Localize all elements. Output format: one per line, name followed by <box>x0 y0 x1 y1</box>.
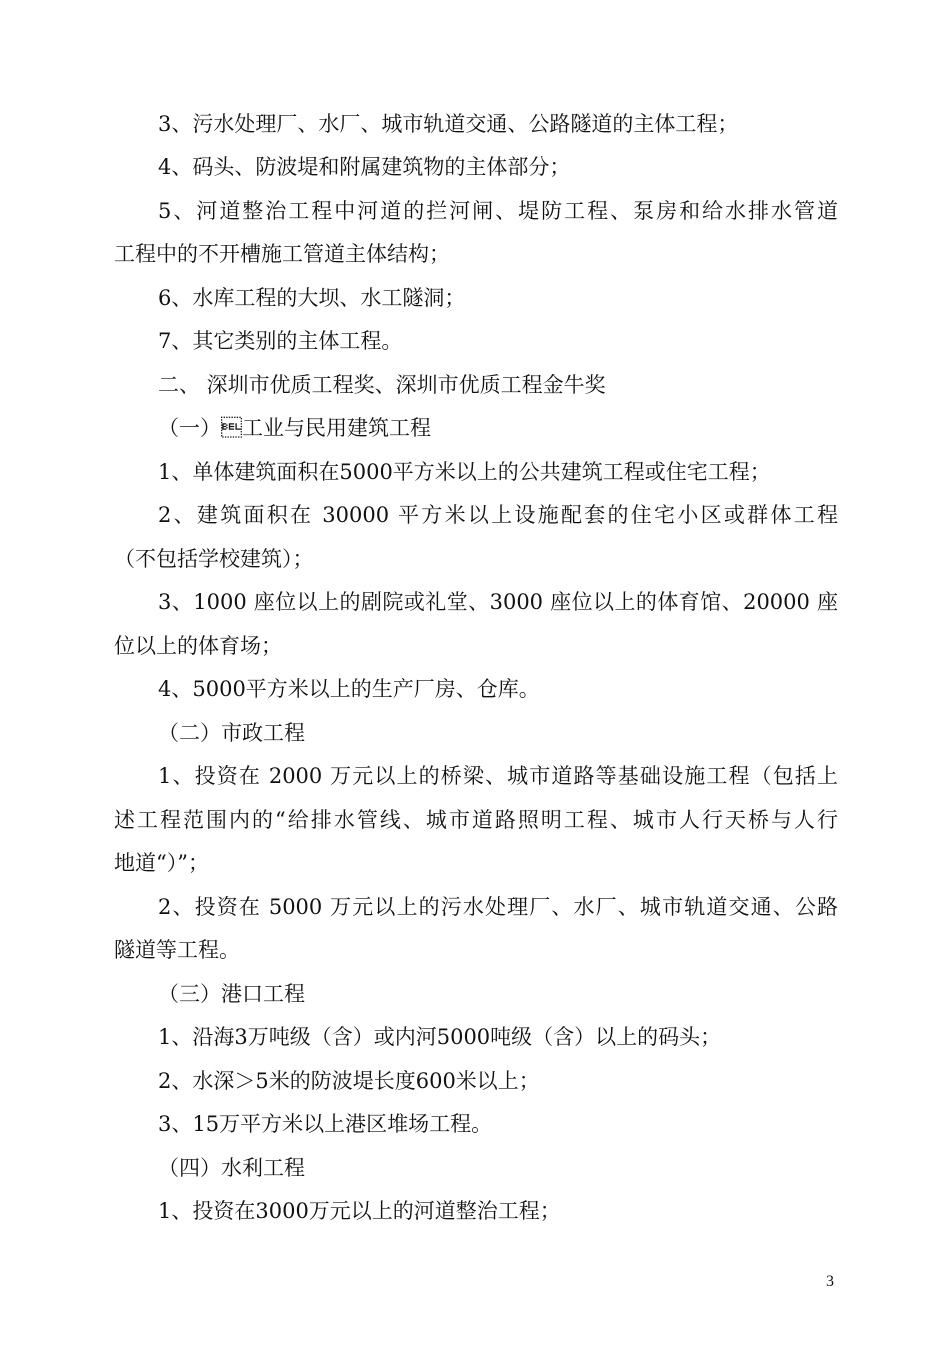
document-line: 5、河道整治工程中河道的拦河闸、堤防工程、泵房和给水排水管道 <box>158 199 838 223</box>
document-line: 4、5000平方米以上的生产厂房、仓库。 <box>158 677 540 701</box>
document-line: 3、15万平方米以上港区堆场工程。 <box>158 1112 493 1136</box>
document-line: （四）水利工程 <box>158 1156 305 1180</box>
document-line: 6、水库工程的大坝、水工隧洞； <box>158 286 466 310</box>
document-line: 2、水深＞5米的防波堤长度600米以上； <box>158 1069 540 1093</box>
document-line: （三）港口工程 <box>158 982 305 1006</box>
document-line: 1、投资在 2000 万元以上的桥梁、城市道路等基础设施工程（包括上 <box>158 764 838 788</box>
document-line: 2、建筑面积在 30000 平方米以上设施配套的住宅小区或群体工程 <box>158 503 838 527</box>
document-line: （二）市政工程 <box>158 721 305 745</box>
document-line: 工程中的不开槽施工管道主体结构； <box>114 242 450 266</box>
document-line: 1、投资在3000万元以上的河道整治工程； <box>158 1199 561 1223</box>
document-line: 7、其它类别的主体工程。 <box>158 329 403 353</box>
document-line: 1、单体建筑面积在5000平方米以上的公共建筑工程或住宅工程； <box>158 460 771 484</box>
document-line: 二、 深圳市优质工程奖、深圳市优质工程金牛奖 <box>158 373 606 397</box>
document-line: 地道“）”； <box>114 851 209 875</box>
document-line: 3、污水处理厂、水厂、城市轨道交通、公路隧道的主体工程； <box>158 112 739 136</box>
document-line: 2、投资在 5000 万元以上的污水处理厂、水厂、城市轨道交通、公路 <box>158 895 838 919</box>
document-line: 述工程范围内的“给排水管线、城市道路照明工程、城市人行天桥与人行 <box>114 808 838 832</box>
document-line: 3、1000 座位以上的剧院或礼堂、3000 座位以上的体育馆、20000 座 <box>158 590 838 614</box>
document-line: 位以上的体育场； <box>114 634 282 658</box>
document-line: （一）工业与民用建筑工程 <box>158 416 431 440</box>
document-line: 隧道等工程。 <box>114 938 240 962</box>
document-line: 1、沿海3万吨级（含）或内河5000吨级（含）以上的码头； <box>158 1025 722 1049</box>
document-line: （不包括学校建筑）； <box>114 547 314 571</box>
document-line: 4、码头、防波堤和附属建筑物的主体部分； <box>158 155 571 179</box>
page-number: 3 <box>826 1273 834 1290</box>
